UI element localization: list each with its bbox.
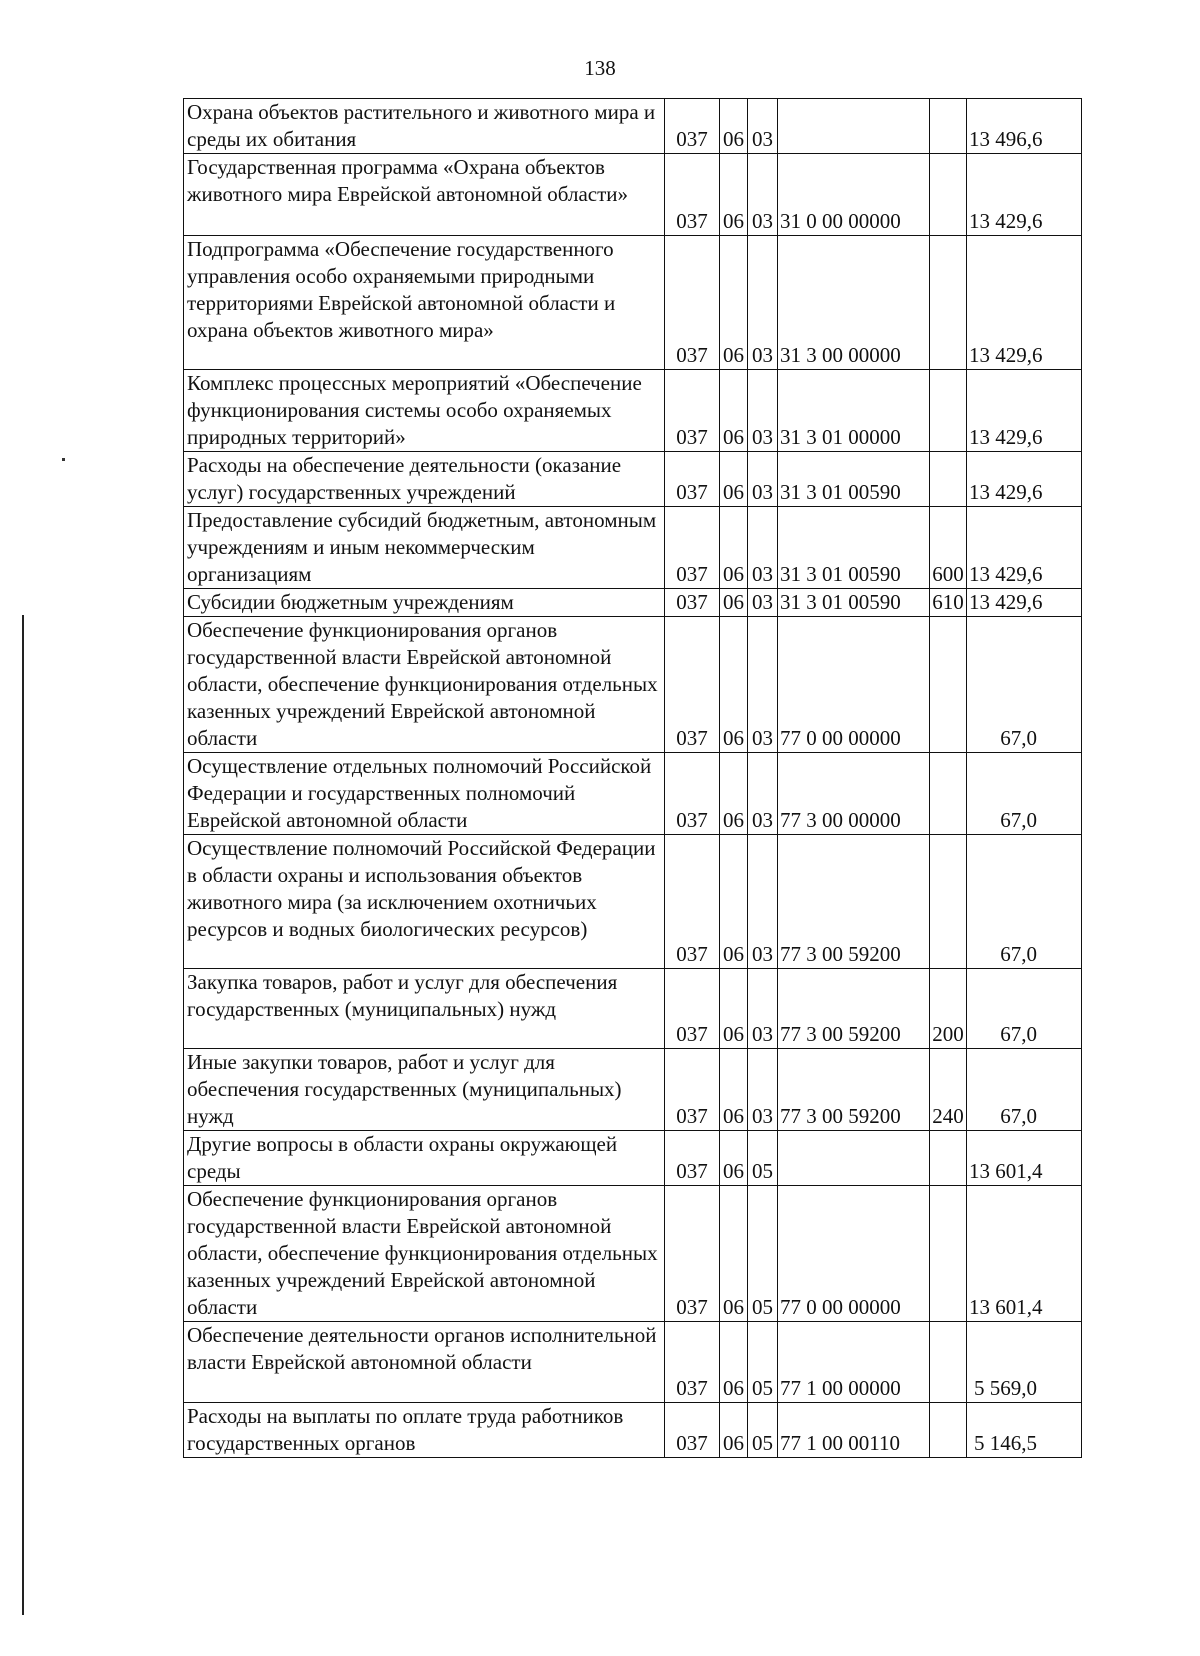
row-amount: 67,0 — [967, 617, 1082, 753]
row-expense-type — [930, 1403, 967, 1458]
row-subsection-code: 03 — [748, 154, 778, 236]
row-section-code: 06 — [720, 1403, 748, 1458]
row-subsection-code: 03 — [748, 99, 778, 154]
table-row — [184, 1403, 1082, 1458]
row-gov-code: 037 — [665, 969, 720, 1049]
row-subsection-code: 05 — [748, 1131, 778, 1186]
row-section-code: 06 — [720, 99, 748, 154]
row-expense-type — [930, 452, 967, 507]
row-amount: 13 429,6 — [967, 370, 1082, 452]
row-target-code: 77 1 00 00000 — [778, 1322, 930, 1403]
row-amount: 13 429,6 — [967, 507, 1082, 589]
row-target-code: 77 3 00 00000 — [778, 753, 930, 835]
table-row — [184, 589, 1082, 617]
row-expense-type — [930, 1322, 967, 1403]
row-target-code: 31 3 00 00000 — [778, 236, 930, 370]
row-target-code: 31 3 01 00000 — [778, 370, 930, 452]
row-expense-type — [930, 1131, 967, 1186]
row-gov-code: 037 — [665, 1131, 720, 1186]
row-subsection-code: 03 — [748, 753, 778, 835]
row-expense-type — [930, 370, 967, 452]
table-row — [184, 617, 1082, 753]
row-target-code — [778, 99, 930, 154]
table-row — [184, 1049, 1082, 1131]
table-row — [184, 969, 1082, 1049]
row-amount: 67,0 — [967, 753, 1082, 835]
row-target-code: 77 3 00 59200 — [778, 969, 930, 1049]
budget-table — [183, 98, 1082, 1458]
row-name: Иные закупки товаров, работ и услуг для обеспечения государственных (муниципальных) нужд — [184, 1049, 665, 1131]
row-target-code: 77 0 00 00000 — [778, 1186, 930, 1322]
table-row — [184, 236, 1082, 370]
row-name: Подпрограмма «Обеспечение государственного управления особо охраняемыми природными территориями Еврейской автономной области и охрана объектов животного мира» — [184, 236, 665, 370]
row-gov-code: 037 — [665, 236, 720, 370]
row-gov-code: 037 — [665, 99, 720, 154]
row-target-code: 31 3 01 00590 — [778, 452, 930, 507]
row-section-code: 06 — [720, 154, 748, 236]
row-amount: 5 146,5 — [967, 1403, 1082, 1458]
row-gov-code: 037 — [665, 617, 720, 753]
row-subsection-code: 03 — [748, 452, 778, 507]
table-row — [184, 99, 1082, 154]
row-subsection-code: 03 — [748, 236, 778, 370]
table-row — [184, 452, 1082, 507]
row-expense-type — [930, 753, 967, 835]
row-amount: 67,0 — [967, 969, 1082, 1049]
row-name: Осуществление отдельных полномочий Российской Федерации и государственных полномочий Еврейской автономной области — [184, 753, 665, 835]
row-section-code: 06 — [720, 1049, 748, 1131]
table-row — [184, 154, 1082, 236]
row-gov-code: 037 — [665, 452, 720, 507]
row-amount: 13 601,4 — [967, 1186, 1082, 1322]
budget-table-body — [184, 99, 1082, 1458]
row-gov-code: 037 — [665, 753, 720, 835]
row-section-code: 06 — [720, 236, 748, 370]
row-section-code: 06 — [720, 969, 748, 1049]
row-subsection-code: 03 — [748, 617, 778, 753]
row-name: Закупка товаров, работ и услуг для обеспечения государственных (муниципальных) нужд — [184, 969, 665, 1049]
row-subsection-code: 03 — [748, 835, 778, 969]
row-amount: 13 429,6 — [967, 154, 1082, 236]
table-row — [184, 753, 1082, 835]
row-subsection-code: 03 — [748, 589, 778, 617]
row-gov-code: 037 — [665, 154, 720, 236]
row-amount: 13 429,6 — [967, 236, 1082, 370]
row-section-code: 06 — [720, 1186, 748, 1322]
table-row — [184, 370, 1082, 452]
row-gov-code: 037 — [665, 1322, 720, 1403]
row-target-code: 77 3 00 59200 — [778, 1049, 930, 1131]
row-expense-type: 610 — [930, 589, 967, 617]
row-expense-type — [930, 835, 967, 969]
row-name: Обеспечение функционирования органов государственной власти Еврейской автономной области, обеспечение функционирования отдельных казенных учреждений Еврейской автономной области — [184, 617, 665, 753]
row-expense-type — [930, 1186, 967, 1322]
row-name: Обеспечение функционирования органов государственной власти Еврейской автономной области, обеспечение функционирования отдельных казенных учреждений Еврейской автономной области — [184, 1186, 665, 1322]
row-subsection-code: 05 — [748, 1403, 778, 1458]
row-target-code: 77 3 00 59200 — [778, 835, 930, 969]
row-subsection-code: 03 — [748, 969, 778, 1049]
table-row — [184, 1186, 1082, 1322]
row-section-code: 06 — [720, 1131, 748, 1186]
row-amount: 13 429,6 — [967, 452, 1082, 507]
row-name: Расходы на обеспечение деятельности (оказание услуг) государственных учреждений — [184, 452, 665, 507]
row-name: Осуществление полномочий Российской Федерации в области охраны и использования объектов животного мира (за исключением охотничьих ресурсов и водных биологических ресурсов) — [184, 835, 665, 969]
row-name: Другие вопросы в области охраны окружающей среды — [184, 1131, 665, 1186]
row-section-code: 06 — [720, 753, 748, 835]
row-subsection-code: 03 — [748, 507, 778, 589]
row-name: Охрана объектов растительного и животного мира и среды их обитания — [184, 99, 665, 154]
row-expense-type — [930, 617, 967, 753]
row-amount: 13 496,6 — [967, 99, 1082, 154]
scan-artifact-dot — [62, 458, 65, 461]
row-subsection-code: 03 — [748, 370, 778, 452]
row-expense-type: 600 — [930, 507, 967, 589]
row-expense-type — [930, 236, 967, 370]
scan-artifact-line — [22, 615, 24, 1615]
row-section-code: 06 — [720, 835, 748, 969]
row-section-code: 06 — [720, 507, 748, 589]
row-amount: 13 601,4 — [967, 1131, 1082, 1186]
row-subsection-code: 03 — [748, 1049, 778, 1131]
row-amount: 67,0 — [967, 1049, 1082, 1131]
row-expense-type: 200 — [930, 969, 967, 1049]
row-expense-type — [930, 154, 967, 236]
row-section-code: 06 — [720, 589, 748, 617]
row-gov-code: 037 — [665, 370, 720, 452]
row-amount: 5 569,0 — [967, 1322, 1082, 1403]
row-gov-code: 037 — [665, 1403, 720, 1458]
row-expense-type — [930, 99, 967, 154]
row-name: Субсидии бюджетным учреждениям — [184, 589, 665, 617]
row-name: Предоставление субсидий бюджетным, автономным учреждениям и иным некоммерческим организациям — [184, 507, 665, 589]
table-row — [184, 1131, 1082, 1186]
row-name: Комплекс процессных мероприятий «Обеспечение функционирования системы особо охраняемых природных территорий» — [184, 370, 665, 452]
row-subsection-code: 05 — [748, 1322, 778, 1403]
row-target-code: 31 3 01 00590 — [778, 589, 930, 617]
row-gov-code: 037 — [665, 589, 720, 617]
row-name: Обеспечение деятельности органов исполнительной власти Еврейской автономной области — [184, 1322, 665, 1403]
row-amount: 67,0 — [967, 835, 1082, 969]
row-target-code: 31 3 01 00590 — [778, 507, 930, 589]
row-target-code: 77 0 00 00000 — [778, 617, 930, 753]
table-row — [184, 507, 1082, 589]
row-gov-code: 037 — [665, 835, 720, 969]
row-section-code: 06 — [720, 617, 748, 753]
row-name: Расходы на выплаты по оплате труда работников государственных органов — [184, 1403, 665, 1458]
table-row — [184, 835, 1082, 969]
row-target-code: 77 1 00 00110 — [778, 1403, 930, 1458]
row-gov-code: 037 — [665, 507, 720, 589]
row-section-code: 06 — [720, 1322, 748, 1403]
page-number: 138 — [584, 56, 616, 80]
row-amount: 13 429,6 — [967, 589, 1082, 617]
row-expense-type: 240 — [930, 1049, 967, 1131]
row-target-code: 31 0 00 00000 — [778, 154, 930, 236]
row-name: Государственная программа «Охрана объектов животного мира Еврейской автономной области» — [184, 154, 665, 236]
row-target-code — [778, 1131, 930, 1186]
row-subsection-code: 05 — [748, 1186, 778, 1322]
table-row — [184, 1322, 1082, 1403]
row-gov-code: 037 — [665, 1049, 720, 1131]
row-section-code: 06 — [720, 452, 748, 507]
row-section-code: 06 — [720, 370, 748, 452]
row-gov-code: 037 — [665, 1186, 720, 1322]
